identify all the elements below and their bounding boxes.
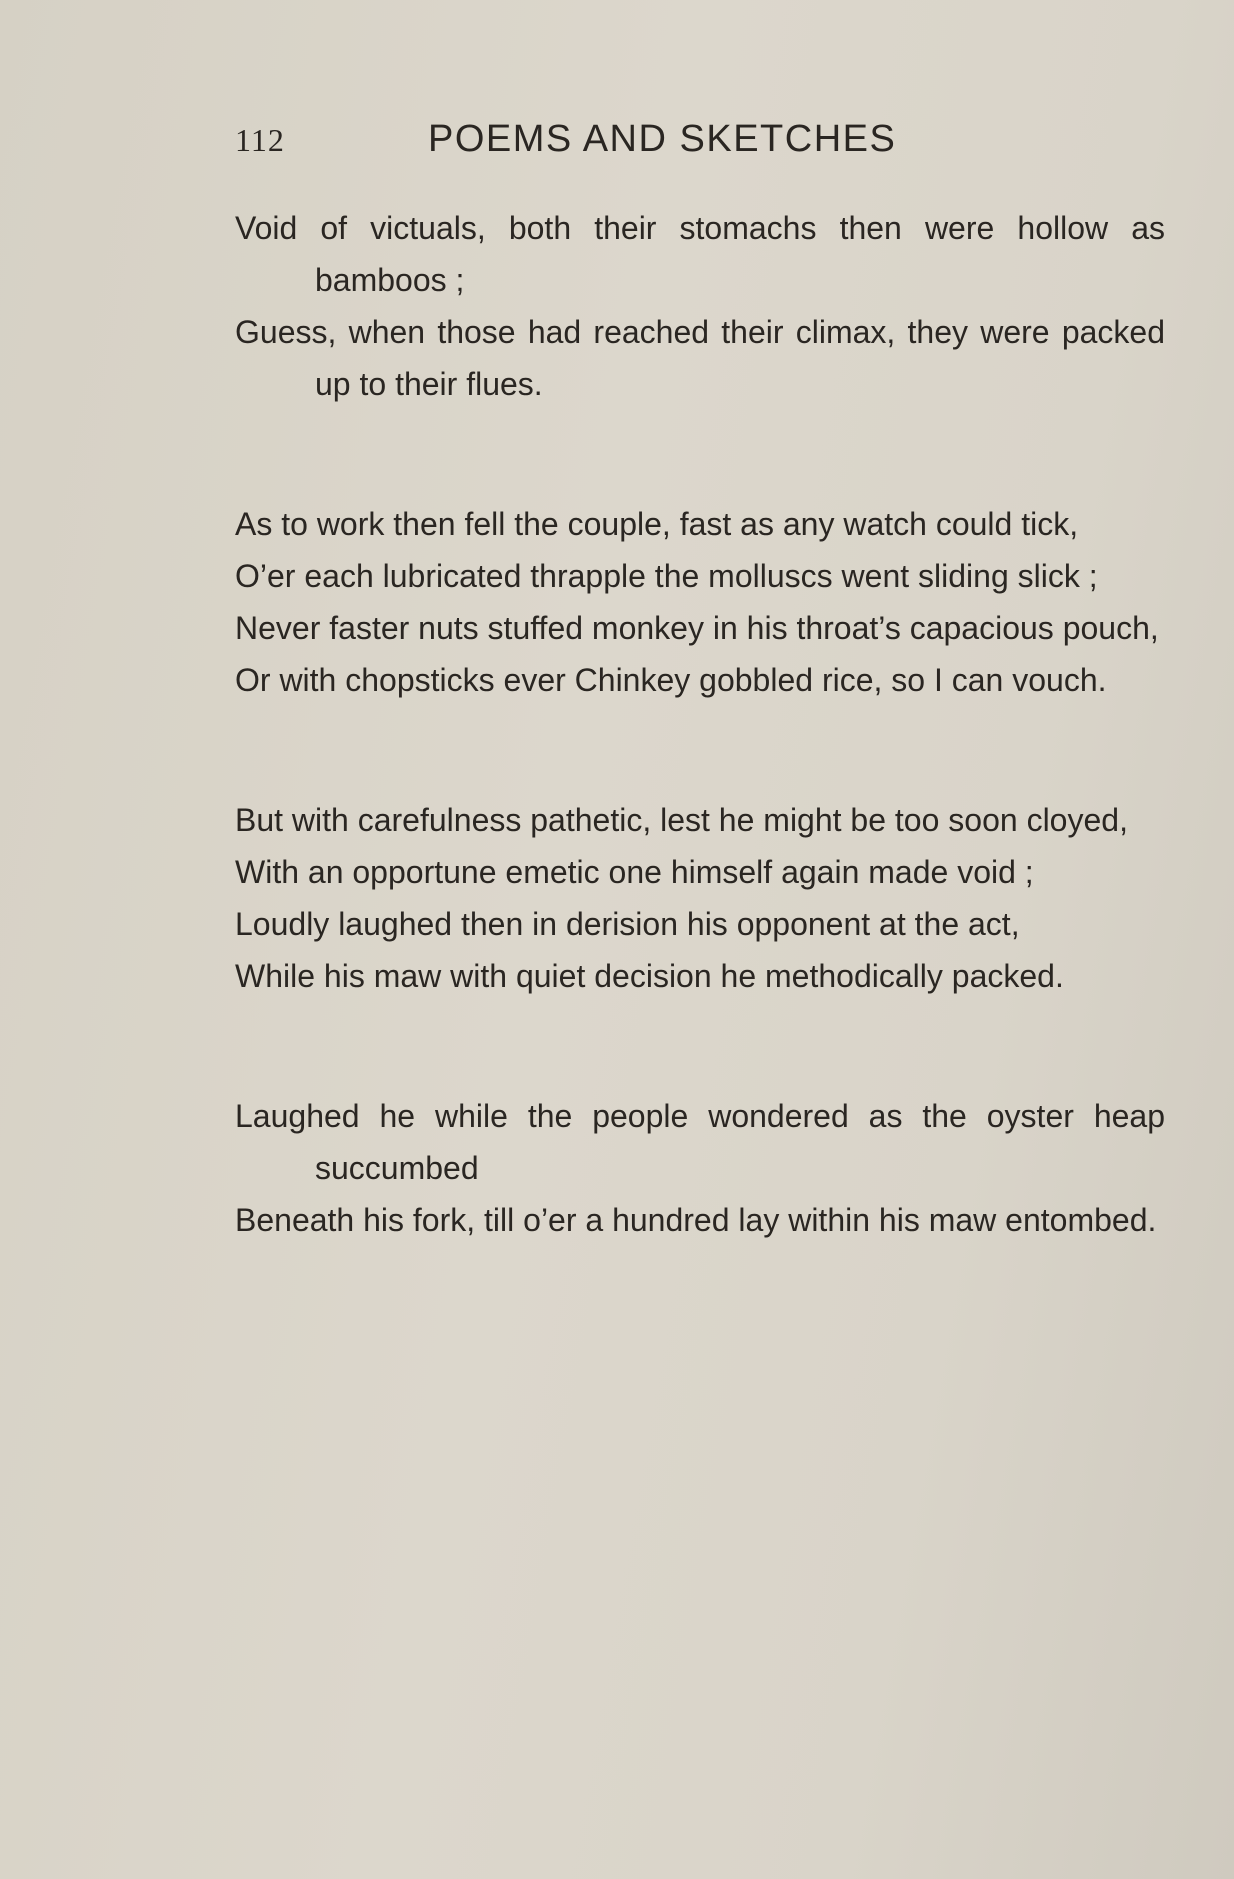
poem-line: With an opportune emetic one himself again made void ; bbox=[235, 854, 1034, 890]
poem-line: O’er each lubricated thrapple the molluscs went sliding slick ; bbox=[235, 558, 1098, 594]
poem-line: But with carefulness pathetic, lest he might be too soon cloyed, bbox=[235, 802, 1128, 838]
poem-line: Loudly laughed then in derision his opponent at the act, bbox=[235, 906, 1020, 942]
poem-line: Or with chopsticks ever Chinkey gobbled rice, so I can vouch. bbox=[235, 662, 1107, 698]
book-title: POEMS AND SKETCHES bbox=[428, 118, 897, 160]
poem-line: Beneath his fork, till o’er a hundred lay within his maw entombed. bbox=[235, 1202, 1157, 1238]
page-number: 112 bbox=[235, 122, 285, 158]
stanza-2 bbox=[235, 498, 1165, 706]
stanza-4 bbox=[235, 1090, 1165, 1246]
poem-line: Void of victuals, both their stomachs then were hollow as bamboos ; bbox=[235, 210, 1165, 298]
poem-body bbox=[235, 202, 1165, 1246]
poem-line: Laughed he while the people wondered as the oyster heap succumbed bbox=[235, 1098, 1165, 1186]
poem-line: Guess, when those had reached their climax, they were packed up to their flues. bbox=[235, 314, 1165, 402]
poem-line: While his maw with quiet decision he methodically packed. bbox=[235, 958, 1064, 994]
stanza-1 bbox=[235, 202, 1165, 410]
poem-line: As to work then fell the couple, fast as any watch could tick, bbox=[235, 506, 1079, 542]
poem-line: Never faster nuts stuffed monkey in his throat’s capacious pouch, bbox=[235, 610, 1159, 646]
stanza-3 bbox=[235, 794, 1165, 1002]
running-head bbox=[235, 118, 965, 174]
